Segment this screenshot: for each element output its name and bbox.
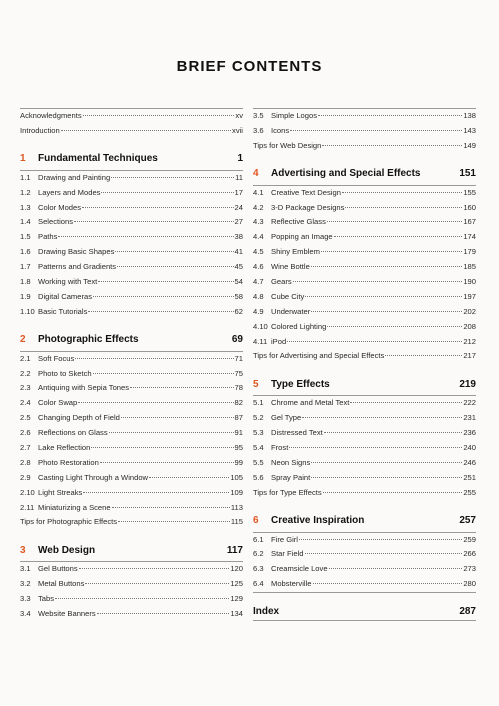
entry-page: 231: [463, 413, 476, 423]
entry-page: 99: [234, 457, 243, 467]
chapter-number: 6: [253, 515, 259, 527]
entry-number: 5.5: [253, 457, 264, 467]
toc-entry[interactable]: [20, 245, 243, 260]
leader-dots: [311, 461, 462, 463]
leader-dots: [83, 114, 235, 116]
entry-number: 1.9: [20, 291, 31, 301]
entry-label: Color Swap: [38, 398, 78, 408]
entry-page: 149: [463, 140, 476, 150]
leader-dots: [130, 386, 234, 388]
entry-label: Photo Restoration: [38, 457, 99, 467]
entry-label: Color Modes: [38, 202, 82, 212]
entry-number: 2.7: [20, 443, 31, 453]
chapter-page: 117: [226, 544, 243, 556]
entry-page: 212: [463, 336, 476, 346]
entry-label: Gel Buttons: [38, 564, 78, 574]
entry-number: 3.4: [20, 609, 31, 619]
entry-number: 4.4: [253, 232, 264, 242]
entry-page: 82: [234, 398, 243, 408]
entry-label: Layers and Modes: [38, 187, 101, 197]
leader-dots: [302, 416, 462, 418]
toc-entry[interactable]: [20, 290, 243, 305]
entry-number: 5.6: [253, 472, 264, 482]
entry-page: 41: [234, 247, 243, 257]
toc-entry[interactable]: [253, 215, 476, 230]
entry-number: 4.8: [253, 291, 264, 301]
toc-entry[interactable]: [20, 260, 243, 275]
leader-dots: [289, 446, 462, 448]
leader-dots: [321, 250, 462, 252]
entry-page: 87: [234, 413, 243, 423]
toc-entry[interactable]: [253, 320, 476, 335]
toc-entry[interactable]: [20, 396, 243, 411]
entry-number: 6.4: [253, 579, 264, 589]
chapter-page: 69: [231, 334, 243, 346]
entry-page: xvii: [232, 125, 243, 135]
leader-dots: [109, 431, 234, 433]
entry-page: 273: [463, 564, 476, 574]
chapter-page: 219: [459, 378, 476, 390]
entry-page: 38: [234, 232, 243, 242]
chapter-number: 4: [253, 168, 259, 180]
toc-entry[interactable]: [253, 260, 476, 275]
leader-dots: [83, 491, 229, 493]
entry-label: Gears: [271, 277, 292, 287]
entry-number: 4.7: [253, 277, 264, 287]
leader-dots: [101, 191, 233, 193]
entry-label: Tips for Advertising and Special Effects: [253, 351, 385, 361]
chapter-heading[interactable]: [253, 373, 476, 395]
entry-label: Reflections on Glass: [38, 428, 108, 438]
leader-dots: [93, 372, 234, 374]
toc-entry[interactable]: [20, 230, 243, 245]
entry-label: Soft Focus: [38, 353, 75, 363]
entry-label: Website Banners: [38, 609, 96, 619]
divider: [253, 620, 476, 621]
entry-page: 134: [230, 609, 243, 619]
entry-page: 160: [463, 202, 476, 212]
entry-number: 1.10: [20, 306, 35, 316]
entry-page: 95: [234, 443, 243, 453]
entry-label: Metal Buttons: [38, 579, 85, 589]
leader-dots: [323, 491, 463, 493]
entry-page: xv: [235, 111, 243, 120]
toc-entry[interactable]: [20, 501, 243, 516]
entry-page: 143: [463, 125, 476, 135]
toc-entry[interactable]: [253, 124, 476, 139]
entry-label: Underwater: [271, 306, 311, 316]
entry-page: 91: [234, 428, 243, 438]
entry-number: 1.4: [20, 217, 31, 227]
leader-dots: [311, 265, 462, 267]
entry-label: Gel Type: [271, 413, 302, 423]
chapter-title: Creative Inspiration: [271, 515, 365, 527]
entry-number: 1.7: [20, 262, 31, 272]
entry-label: Miniaturizing a Scene: [38, 502, 111, 512]
leader-dots: [329, 567, 463, 569]
entry-label: Mobsterville: [271, 579, 312, 589]
leader-dots: [117, 265, 233, 267]
leader-dots: [118, 520, 230, 522]
entry-label: Working with Text: [38, 277, 98, 287]
toc-entry[interactable]: [253, 562, 476, 577]
toc-entry[interactable]: [253, 186, 476, 201]
entry-number: 1.2: [20, 187, 31, 197]
entry-number: 6.2: [253, 549, 264, 559]
entry-label: Reflective Glass: [271, 217, 326, 227]
toc-entry[interactable]: [20, 426, 243, 441]
entry-page: 58: [234, 291, 243, 301]
leader-dots: [78, 401, 233, 403]
entry-label: Creamsicle Love: [271, 564, 328, 574]
entry-label: Digital Cameras: [38, 291, 93, 301]
entry-label: Drawing and Painting: [38, 172, 111, 182]
entry-page: 11: [235, 172, 243, 182]
entry-page: 280: [463, 579, 476, 589]
entry-number: 2.9: [20, 472, 31, 482]
entry-label: Icons: [271, 125, 290, 135]
entry-label: Frost: [271, 443, 289, 453]
toc-entry[interactable]: [253, 230, 476, 245]
entry-number: 5.1: [253, 398, 264, 408]
entry-number: 1.5: [20, 232, 31, 242]
entry-label: Photo to Sketch: [38, 368, 92, 378]
leader-dots: [98, 280, 233, 282]
leader-dots: [313, 582, 463, 584]
entry-number: 2.3: [20, 383, 31, 393]
entry-label: Casting Light Through a Window: [38, 472, 149, 482]
entry-page: 45: [234, 262, 243, 272]
toc-entry[interactable]: [20, 562, 243, 577]
entry-number: 4.6: [253, 262, 264, 272]
entry-label: Selections: [38, 217, 74, 227]
entry-label: Popping an Image: [271, 232, 333, 242]
entry-page: 71: [234, 353, 243, 363]
entry-page: 259: [463, 534, 476, 544]
toc-entry[interactable]: [253, 290, 476, 305]
chapter-heading[interactable]: [20, 329, 243, 351]
leader-dots: [305, 552, 463, 554]
entry-number: 5.4: [253, 443, 264, 453]
entry-number: 4.9: [253, 306, 264, 316]
toc-entry[interactable]: [253, 411, 476, 426]
toc-entry[interactable]: [20, 215, 243, 230]
entry-page: 174: [463, 232, 476, 242]
toc-entry[interactable]: [20, 607, 243, 622]
entry-number: 4.11: [253, 336, 268, 346]
entry-label: Spray Paint: [271, 472, 311, 482]
toc-entry[interactable]: [20, 367, 243, 382]
index-entry[interactable]: [253, 602, 476, 620]
entry-page: 167: [463, 217, 476, 227]
entry-label: Introduction: [20, 125, 60, 135]
leader-dots: [61, 129, 231, 131]
toc-entry[interactable]: [253, 426, 476, 441]
leader-dots: [327, 220, 462, 222]
entry-label: 3-D Package Designs: [271, 202, 345, 212]
entry-label: Tips for Photographic Effects: [20, 517, 118, 527]
chapter-heading[interactable]: [253, 163, 476, 185]
entry-page: 179: [463, 247, 476, 257]
toc-entry[interactable]: [20, 381, 243, 396]
chapter-number: 5: [253, 378, 259, 390]
entry-page: 115: [230, 517, 243, 527]
entry-label: Drawing Basic Shapes: [38, 247, 115, 257]
toc-entry[interactable]: [253, 201, 476, 216]
entry-page: 75: [234, 368, 243, 378]
index-label: Index: [253, 605, 280, 617]
entry-label: Neon Signs: [271, 457, 311, 467]
leader-dots: [75, 357, 233, 359]
entry-page: 17: [234, 187, 243, 197]
divider: [253, 592, 476, 593]
entry-label: Changing Depth of Field: [38, 413, 120, 423]
entry-label: Lake Reflection: [38, 443, 91, 453]
entry-label: Chrome and Metal Text: [271, 398, 350, 408]
toc-entry[interactable]: [20, 171, 243, 186]
entry-label: Colored Lighting: [271, 321, 327, 331]
chapter-number: 2: [20, 334, 26, 346]
leader-dots: [82, 206, 233, 208]
entry-page: 113: [230, 502, 243, 512]
entry-number: 2.4: [20, 398, 31, 408]
entry-number: 2.5: [20, 413, 31, 423]
chapter-number: 3: [20, 544, 26, 556]
leader-dots: [91, 446, 233, 448]
toc-entry[interactable]: [20, 186, 243, 201]
leader-dots: [112, 506, 230, 508]
entry-page: 208: [463, 321, 476, 331]
entry-label: Fire Girl: [271, 534, 298, 544]
leader-dots: [318, 114, 462, 116]
entry-number: 4.3: [253, 217, 264, 227]
entry-number: 2.2: [20, 368, 31, 378]
chapter-title: Fundamental Techniques: [38, 153, 158, 165]
entry-label: Acknowledgments: [20, 111, 82, 120]
chapter-title: Photographic Effects: [38, 334, 139, 346]
entry-page: 125: [230, 579, 243, 589]
toc-entry[interactable]: [253, 456, 476, 471]
toc-entry[interactable]: [20, 109, 243, 124]
right-column: [253, 108, 476, 621]
entry-number: 1.1: [20, 172, 31, 182]
entry-number: 2.6: [20, 428, 31, 438]
leader-dots: [290, 129, 462, 131]
entry-number: 1.3: [20, 202, 31, 212]
index-page: 287: [459, 605, 476, 617]
entry-number: 5.3: [253, 428, 264, 438]
toc-entry[interactable]: [253, 349, 476, 364]
entry-page: 255: [463, 487, 476, 497]
chapter-number: 1: [20, 153, 26, 165]
leader-dots: [88, 310, 233, 312]
chapter-page: 257: [459, 515, 476, 527]
entry-page: 266: [463, 549, 476, 559]
leader-dots: [311, 310, 462, 312]
toc-entry[interactable]: [20, 305, 243, 320]
leader-dots: [345, 206, 462, 208]
leader-dots: [311, 476, 462, 478]
leader-dots: [324, 431, 463, 433]
entry-label: Paths: [38, 232, 58, 242]
leader-dots: [55, 597, 229, 599]
entry-number: 4.1: [253, 187, 264, 197]
chapter-page: 1: [237, 153, 243, 165]
entry-page: 78: [234, 383, 243, 393]
entry-label: Tabs: [38, 594, 55, 604]
left-column: [20, 108, 243, 622]
chapter-page: 151: [459, 168, 476, 180]
leader-dots: [79, 567, 230, 569]
toc-entry[interactable]: [253, 275, 476, 290]
entry-page: 197: [463, 291, 476, 301]
entry-number: 2.1: [20, 353, 31, 363]
leader-dots: [327, 325, 462, 327]
toc-entry[interactable]: [20, 592, 243, 607]
toc-entry[interactable]: [253, 577, 476, 592]
toc-entry[interactable]: [20, 441, 243, 456]
entry-page: 24: [234, 202, 243, 212]
leader-dots: [287, 340, 462, 342]
entry-number: 2.10: [20, 487, 35, 497]
leader-dots: [385, 354, 462, 356]
leader-dots: [121, 416, 234, 418]
entry-label: Tips for Type Effects: [253, 487, 322, 497]
toc-entry[interactable]: [253, 486, 476, 501]
leader-dots: [74, 220, 234, 222]
entry-label: Shiny Emblem: [271, 247, 320, 257]
entry-label: Basic Tutorials: [38, 306, 88, 316]
leader-dots: [58, 235, 233, 237]
leader-dots: [111, 176, 234, 178]
chapter-title: Advertising and Special Effects: [271, 168, 421, 180]
entry-page: 54: [234, 277, 243, 287]
entry-number: 2.8: [20, 457, 31, 467]
toc-entry[interactable]: [20, 201, 243, 216]
entry-number: 3.2: [20, 579, 31, 589]
entry-page: 222: [463, 398, 476, 408]
chapter-heading[interactable]: [20, 148, 243, 170]
entry-page: 155: [463, 187, 476, 197]
entry-page: 190: [463, 277, 476, 287]
leader-dots: [322, 144, 462, 146]
leader-dots: [342, 191, 462, 193]
entry-page: 129: [230, 594, 243, 604]
entry-page: 27: [234, 217, 243, 227]
entry-number: 6.1: [253, 534, 264, 544]
toc-entry[interactable]: [20, 471, 243, 486]
entry-number: 3.5: [253, 111, 264, 120]
entry-label: Antiquing with Sepia Tones: [38, 383, 130, 393]
entry-label: Tips for Web Design: [253, 140, 322, 150]
entry-page: 105: [230, 472, 243, 482]
entry-page: 62: [234, 306, 243, 316]
entry-label: iPod: [271, 336, 287, 346]
toc-entry[interactable]: [253, 245, 476, 260]
entry-page: 240: [463, 443, 476, 453]
leader-dots: [149, 476, 229, 478]
entry-number: 3.3: [20, 594, 31, 604]
entry-label: Cube City: [271, 291, 305, 301]
entry-number: 1.6: [20, 247, 31, 257]
entry-number: 3.6: [253, 125, 264, 135]
entry-page: 138: [463, 111, 476, 120]
toc-entry[interactable]: [20, 515, 243, 530]
entry-label: Simple Logos: [271, 111, 318, 120]
entry-number: 2.11: [20, 502, 35, 512]
leader-dots: [115, 250, 233, 252]
entry-number: 4.5: [253, 247, 264, 257]
leader-dots: [97, 612, 230, 614]
entry-page: 246: [463, 457, 476, 467]
toc-entry[interactable]: [20, 124, 243, 139]
toc-entry[interactable]: [253, 533, 476, 548]
entry-label: Wine Bottle: [271, 262, 310, 272]
leader-dots: [93, 295, 234, 297]
entry-page: 202: [463, 306, 476, 316]
toc-entry[interactable]: [253, 335, 476, 350]
entry-page: 120: [230, 564, 243, 574]
toc-entry[interactable]: [253, 471, 476, 486]
entry-label: Distressed Text: [271, 428, 323, 438]
leader-dots: [334, 235, 463, 237]
entry-number: 3.1: [20, 564, 31, 574]
leader-dots: [305, 295, 462, 297]
entry-label: Light Streaks: [38, 487, 83, 497]
entry-number: 1.8: [20, 277, 31, 287]
toc-entry[interactable]: [20, 352, 243, 367]
leader-dots: [293, 280, 463, 282]
toc-entry[interactable]: [253, 109, 476, 124]
entry-page: 217: [463, 351, 476, 361]
entry-label: Patterns and Gradients: [38, 262, 117, 272]
chapter-heading[interactable]: [253, 510, 476, 532]
leader-dots: [100, 461, 234, 463]
entry-number: 4.2: [253, 202, 264, 212]
chapter-title: Type Effects: [271, 378, 330, 390]
toc-entry[interactable]: [20, 275, 243, 290]
toc-entry[interactable]: [253, 441, 476, 456]
toc-entry[interactable]: [20, 486, 243, 501]
toc-entry[interactable]: [253, 139, 476, 154]
toc-entry[interactable]: [20, 577, 243, 592]
entry-number: 4.10: [253, 321, 268, 331]
toc-entry[interactable]: [20, 411, 243, 426]
toc-entry[interactable]: [20, 456, 243, 471]
page-title: BRIEF CONTENTS: [176, 58, 323, 75]
chapter-heading[interactable]: [20, 539, 243, 561]
entry-number: 6.3: [253, 564, 264, 574]
entry-label: Creative Text Design: [271, 187, 341, 197]
leader-dots: [350, 401, 462, 403]
toc-entry[interactable]: [253, 396, 476, 411]
entry-page: 109: [230, 487, 243, 497]
entry-page: 251: [463, 472, 476, 482]
toc-entry[interactable]: [253, 305, 476, 320]
entry-page: 236: [463, 428, 476, 438]
entry-number: 5.2: [253, 413, 264, 423]
toc-entry[interactable]: [253, 547, 476, 562]
chapter-title: Web Design: [38, 544, 96, 556]
entry-label: Star Field: [271, 549, 304, 559]
leader-dots: [299, 538, 462, 540]
leader-dots: [85, 582, 229, 584]
entry-page: 185: [463, 262, 476, 272]
